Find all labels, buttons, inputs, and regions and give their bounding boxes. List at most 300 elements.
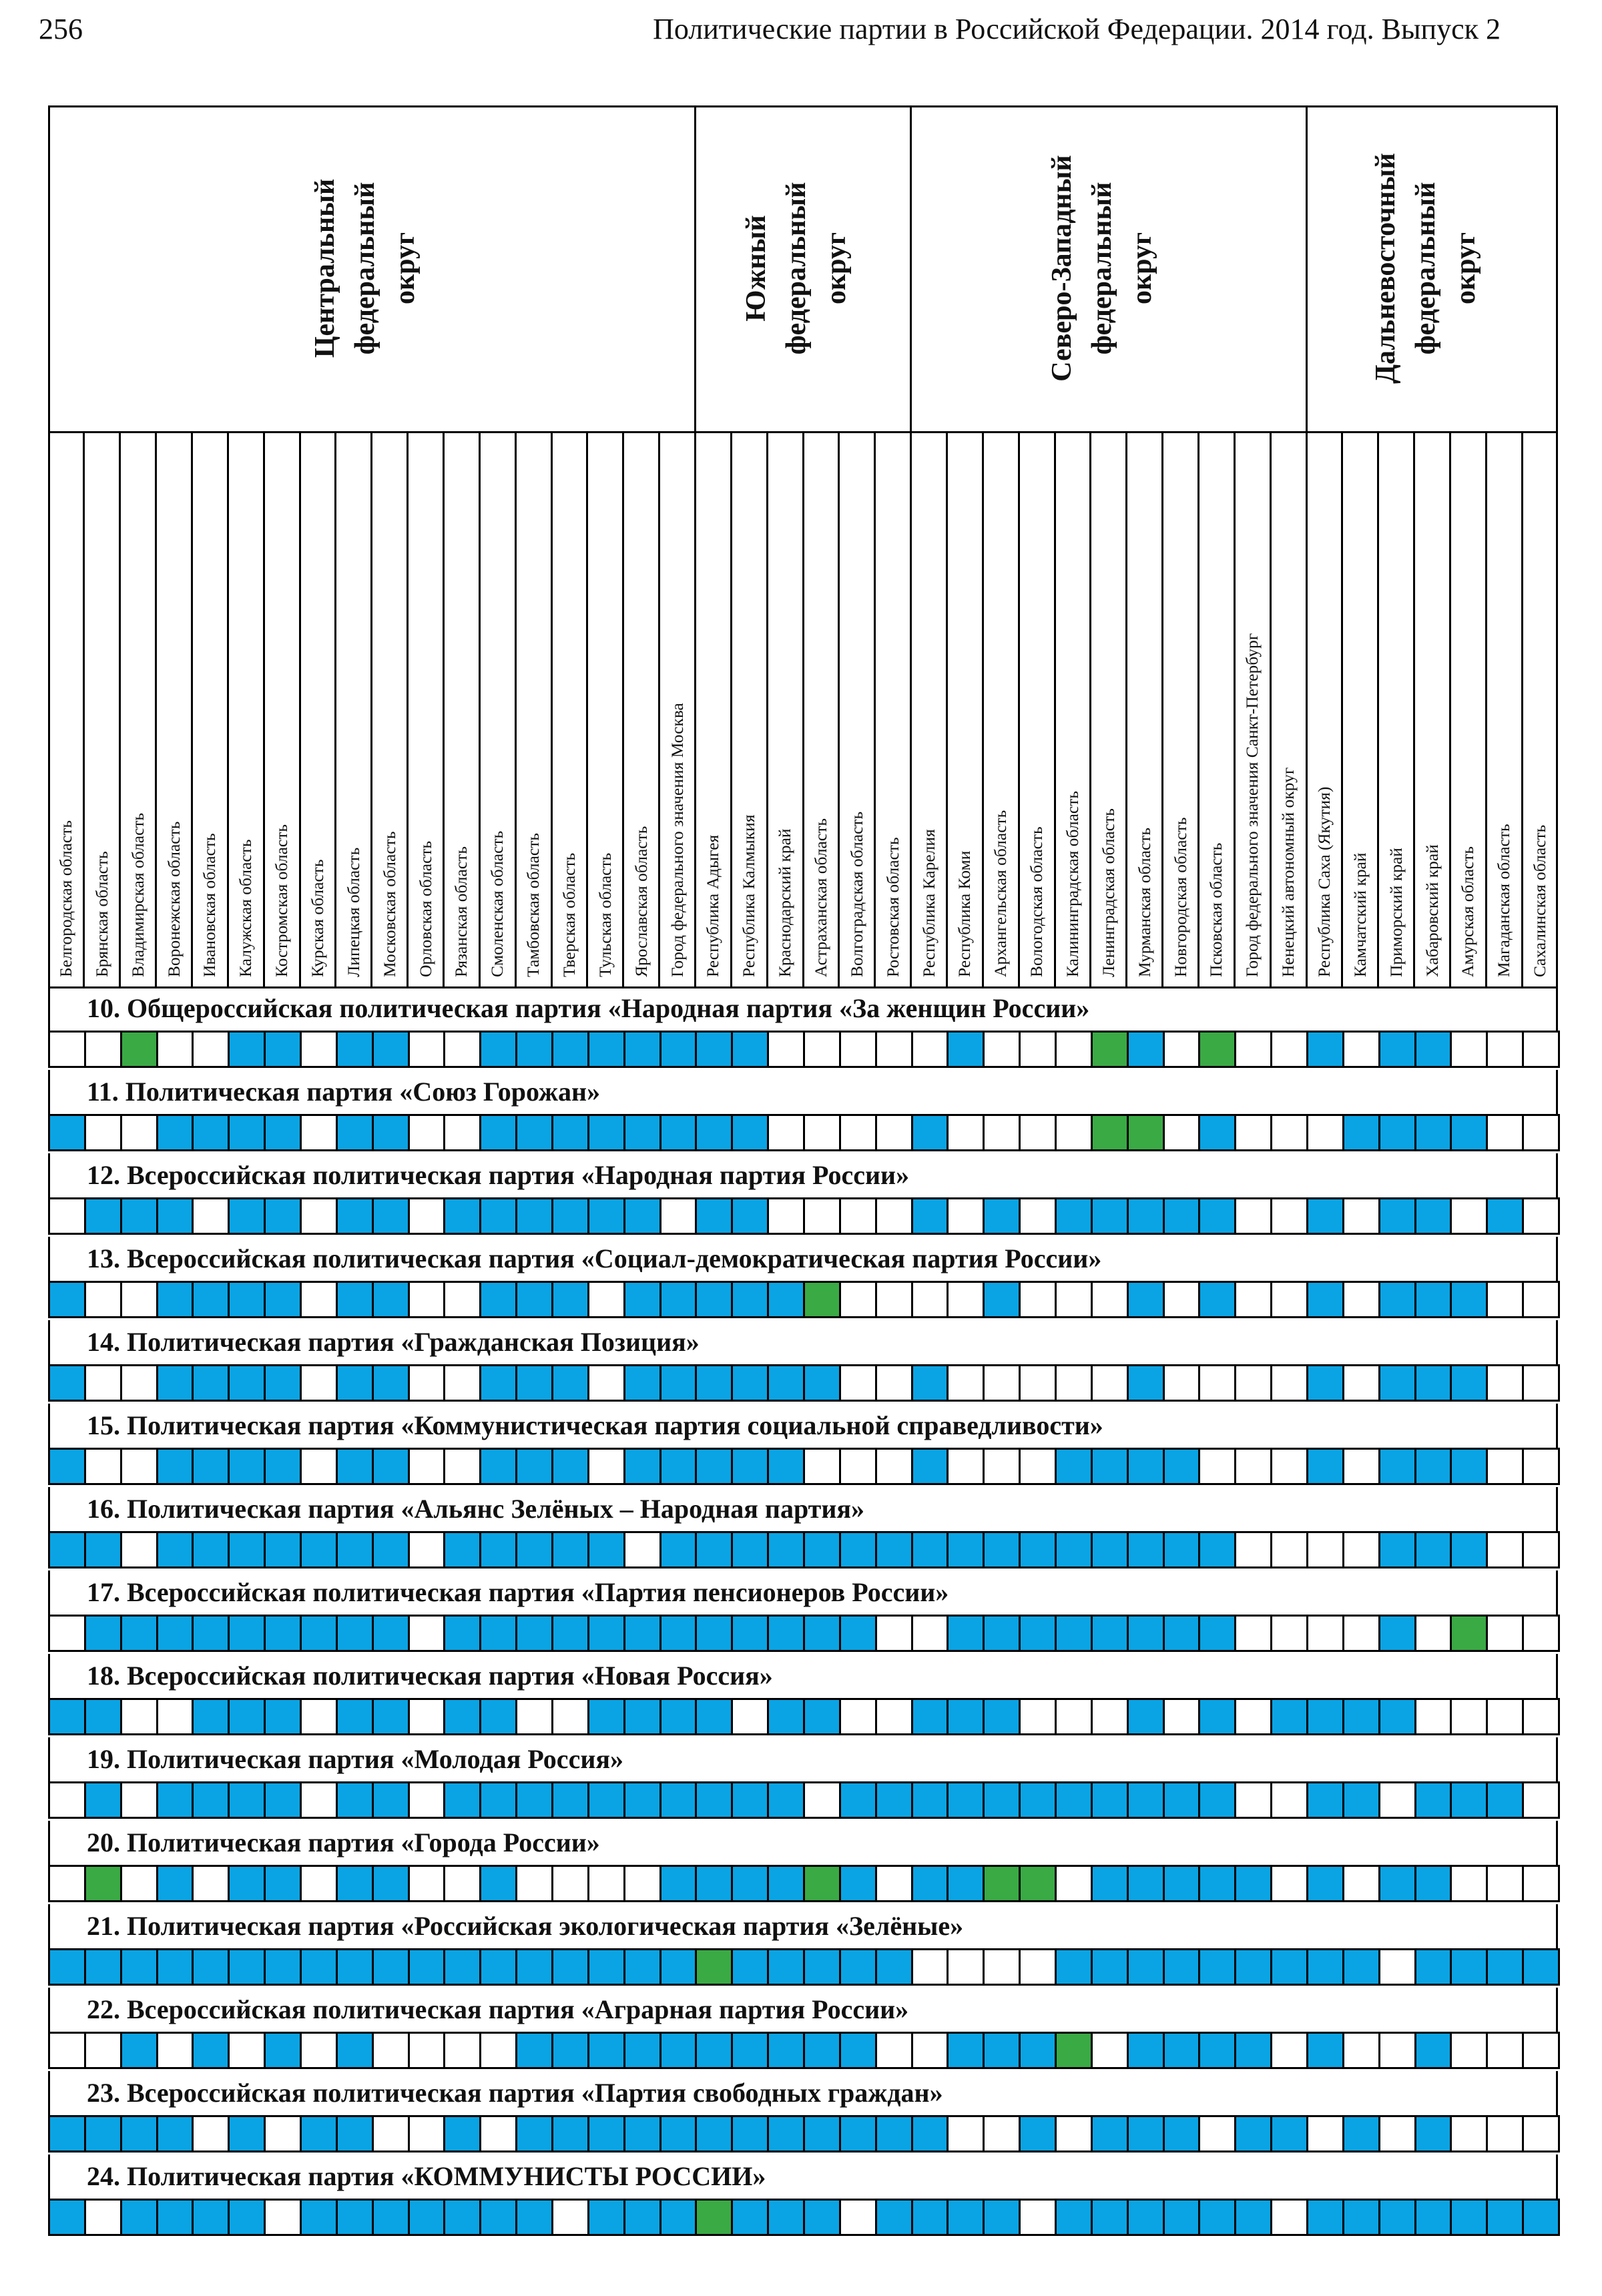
party-title: 14. Политическая партия «Гражданская Позиция» (87, 1327, 700, 1357)
party-title: 18. Всероссийская политическая партия «Новая Россия» (87, 1661, 773, 1691)
region-cell (515, 2199, 553, 2236)
row-left-border (48, 1070, 50, 1114)
region-cell (300, 2115, 338, 2152)
party-title: 15. Политическая партия «Коммунистическая партия социальной справедливости» (87, 1410, 1103, 1440)
region-cell (1163, 1114, 1201, 1151)
region-cell (551, 1781, 589, 1819)
region-cell (443, 1281, 481, 1318)
region-cell (767, 1364, 805, 1402)
region-label: Мурманская область (1134, 827, 1154, 977)
region-cell (515, 2032, 553, 2069)
region-cell (1486, 1197, 1524, 1235)
region-cell (1091, 1281, 1129, 1318)
region-cell (659, 1114, 698, 1151)
region-cell (623, 1448, 661, 1485)
region-cell (1378, 1197, 1416, 1235)
region-cell (1522, 1781, 1560, 1819)
region-cell (84, 1531, 122, 1568)
region-cell (156, 2115, 194, 2152)
region-cell (1306, 1114, 1344, 1151)
region-cell (1055, 1698, 1093, 1735)
region-column-divider (874, 431, 876, 986)
region-cell (264, 1698, 302, 1735)
region-cell (1306, 1781, 1344, 1819)
party-title: 17. Всероссийская политическая партия «Партия пенсионеров России» (87, 1577, 949, 1607)
region-cell (84, 1031, 122, 1068)
region-cell (408, 1948, 446, 1986)
region-cell (1378, 1615, 1416, 1652)
row-left-border (48, 1570, 50, 1615)
region-cell (803, 1448, 841, 1485)
region-cell (731, 1531, 769, 1568)
region-cell (228, 2199, 266, 2236)
region-cell (156, 1698, 194, 1735)
region-cell (1091, 1948, 1129, 1986)
region-cell (767, 1948, 805, 1986)
region-cell (1019, 1364, 1057, 1402)
region-column-divider (946, 431, 948, 986)
region-cell (1234, 1865, 1272, 1902)
region-cell (1450, 1031, 1488, 1068)
region-cell (1234, 1448, 1272, 1485)
region-cell (839, 1781, 877, 1819)
region-cell (336, 2199, 374, 2236)
region-cell (264, 1531, 302, 1568)
region-cell (911, 1448, 949, 1485)
region-cell (731, 1948, 769, 1986)
region-cell (479, 1531, 517, 1568)
region-cell (156, 1281, 194, 1318)
row-right-border (1556, 1737, 1558, 1781)
region-cell (1270, 2115, 1308, 2152)
region-column-divider (443, 431, 445, 986)
region-cell (1055, 1865, 1093, 1902)
row-right-border (1556, 1404, 1558, 1448)
region-cell (84, 2032, 122, 2069)
region-cell (443, 2032, 481, 2069)
region-column-divider (1161, 431, 1163, 986)
region-label: Орловская область (415, 840, 435, 977)
row-right-border (1556, 1320, 1558, 1364)
region-cell (947, 1615, 985, 1652)
region-cell (1091, 1448, 1129, 1485)
region-cell (1450, 1948, 1488, 1986)
region-cell (731, 1197, 769, 1235)
region-cell (300, 1031, 338, 1068)
region-cell (911, 2199, 949, 2236)
region-cell (1450, 1364, 1488, 1402)
region-cell (264, 2115, 302, 2152)
region-cell (156, 1031, 194, 1068)
party-title: 16. Политическая партия «Альянс Зелёных – Народная партия» (87, 1494, 864, 1524)
region-cell (1486, 1448, 1524, 1485)
region-cell (731, 1114, 769, 1151)
party-title: 19. Политическая партия «Молодая Россия» (87, 1744, 624, 1774)
region-cell (695, 1197, 733, 1235)
region-cell (1270, 1531, 1308, 1568)
region-cell (1055, 1615, 1093, 1652)
region-cell (264, 1364, 302, 1402)
region-cell (408, 2032, 446, 2069)
region-cell (336, 1364, 374, 1402)
region-cell (1270, 1948, 1308, 1986)
region-cell (336, 1281, 374, 1318)
region-cell (551, 1281, 589, 1318)
region-cell (623, 1281, 661, 1318)
region-label: Московская область (379, 831, 399, 977)
region-cell (731, 1364, 769, 1402)
region-cell (875, 1615, 913, 1652)
row-right-border (1556, 1070, 1558, 1114)
region-cell (983, 2032, 1021, 2069)
region-cell (1306, 1698, 1344, 1735)
region-label: Костромская область (272, 824, 292, 977)
region-cell (587, 1698, 625, 1735)
region-cell (408, 2115, 446, 2152)
region-cell (1163, 2199, 1201, 2236)
region-cell (1342, 1531, 1380, 1568)
region-cell (1378, 2115, 1416, 2152)
region-cell (156, 1114, 194, 1151)
region-cell (1342, 1615, 1380, 1652)
region-cell (336, 1197, 374, 1235)
region-cell (587, 1364, 625, 1402)
region-cell (408, 1364, 446, 1402)
region-cell (1270, 1448, 1308, 1485)
region-cell (1414, 1197, 1452, 1235)
region-cell (479, 2032, 517, 2069)
region-label: Ярославская область (631, 826, 651, 977)
region-cell (1234, 2115, 1272, 2152)
region-cell (1198, 1114, 1236, 1151)
region-cell (1127, 1448, 1165, 1485)
region-cell (695, 1448, 733, 1485)
table-right-border (1556, 105, 1558, 986)
region-cell (587, 2199, 625, 2236)
region-column-divider (263, 431, 265, 986)
region-cell (839, 1031, 877, 1068)
region-cell (1306, 1531, 1344, 1568)
row-right-border (1556, 986, 1558, 1031)
region-cell (372, 1865, 410, 1902)
region-cell (803, 1781, 841, 1819)
region-cell (587, 1448, 625, 1485)
region-cell (731, 2199, 769, 2236)
region-cell (515, 1281, 553, 1318)
region-cell (192, 2032, 230, 2069)
region-label: Вологодская область (1027, 826, 1047, 977)
table-left-border (48, 105, 50, 986)
region-cell (695, 1948, 733, 1986)
region-cell (48, 1698, 86, 1735)
region-cell (515, 2115, 553, 2152)
region-cell (875, 1281, 913, 1318)
region-cell (515, 1948, 553, 1986)
region-cell (1342, 2032, 1380, 2069)
region-cell (1019, 2115, 1057, 2152)
region-cell (551, 2115, 589, 2152)
row-left-border (48, 1821, 50, 1865)
row-right-border (1556, 1570, 1558, 1615)
region-cell (947, 2199, 985, 2236)
region-cell (767, 1448, 805, 1485)
region-cell (1414, 1615, 1452, 1652)
region-cell (659, 2115, 698, 2152)
row-right-border (1556, 2071, 1558, 2115)
region-cell (767, 1114, 805, 1151)
region-cell (1270, 1698, 1308, 1735)
region-label: Магаданская область (1494, 824, 1514, 977)
region-cell (1414, 1448, 1452, 1485)
region-label: Республика Саха (Якутия) (1314, 786, 1334, 977)
region-cell (1486, 1364, 1524, 1402)
region-cell (264, 1865, 302, 1902)
region-cell (300, 1698, 338, 1735)
region-cell (1522, 1698, 1560, 1735)
region-column-divider (586, 431, 588, 986)
region-label: Республика Калмыкия (739, 814, 759, 977)
region-column-divider (838, 431, 840, 986)
region-cell (408, 1197, 446, 1235)
party-title: 22. Всероссийская политическая партия «Аграрная партия России» (87, 1994, 909, 2024)
region-cell (1522, 1448, 1560, 1485)
region-cell (947, 1114, 985, 1151)
region-cell (875, 1948, 913, 1986)
region-cell (623, 1865, 661, 1902)
region-cell (551, 1531, 589, 1568)
region-cell (1163, 1448, 1201, 1485)
region-cell (983, 1948, 1021, 1986)
region-cell (48, 1531, 86, 1568)
region-cell (192, 1281, 230, 1318)
region-cell (587, 1781, 625, 1819)
region-cell (1450, 1865, 1488, 1902)
region-cell (1127, 1031, 1165, 1068)
region-cell (1306, 1197, 1344, 1235)
region-label: Воронежская область (164, 821, 184, 977)
region-cell (983, 1114, 1021, 1151)
region-cell (623, 2115, 661, 2152)
region-cell (839, 1615, 877, 1652)
region-cell (300, 1364, 338, 1402)
region-column-divider (1521, 431, 1523, 986)
region-cell (1127, 1197, 1165, 1235)
region-cell (156, 1531, 194, 1568)
region-cell (1378, 2032, 1416, 2069)
region-cell (336, 2115, 374, 2152)
region-cell (1450, 2199, 1488, 2236)
region-cell (1234, 1531, 1272, 1568)
region-cell (803, 1615, 841, 1652)
region-cell (911, 1364, 949, 1402)
page-header (0, 0, 1602, 67)
region-cell (372, 1031, 410, 1068)
region-cell (695, 2115, 733, 2152)
region-cell (336, 1531, 374, 1568)
region-cell (659, 1948, 698, 1986)
region-cell (911, 1281, 949, 1318)
region-column-divider (802, 431, 804, 986)
region-cell (1342, 2115, 1380, 2152)
region-column-divider (694, 431, 696, 986)
region-cell (983, 1364, 1021, 1402)
region-cell (551, 1114, 589, 1151)
row-left-border (48, 986, 50, 1031)
region-cell (264, 1615, 302, 1652)
region-cell (48, 1031, 86, 1068)
region-cell (372, 1615, 410, 1652)
region-cell (1486, 1615, 1524, 1652)
region-cell (372, 2199, 410, 2236)
region-cell (1486, 1781, 1524, 1819)
region-cell (120, 1615, 158, 1652)
region-cell (228, 1865, 266, 1902)
region-cell (1306, 1948, 1344, 1986)
region-cell (120, 2115, 158, 2152)
region-cell (1270, 1114, 1308, 1151)
region-cell (372, 1364, 410, 1402)
region-cell (408, 2199, 446, 2236)
region-cell (1522, 1531, 1560, 1568)
region-cell (839, 1531, 877, 1568)
region-cell (1234, 1948, 1272, 1986)
region-label: Республика Карелия (918, 829, 939, 977)
region-column-divider (551, 431, 553, 986)
region-cell (1091, 1114, 1129, 1151)
row-left-border (48, 1153, 50, 1197)
region-cell (983, 1531, 1021, 1568)
region-cell (120, 1865, 158, 1902)
region-cell (623, 1698, 661, 1735)
region-cell (1091, 2199, 1129, 2236)
region-cell (983, 2115, 1021, 2152)
region-cell (803, 1865, 841, 1902)
region-cell (839, 2115, 877, 2152)
region-cell (228, 1698, 266, 1735)
region-cell (264, 1781, 302, 1819)
region-cell (875, 1531, 913, 1568)
region-cell (300, 2199, 338, 2236)
region-cell (1055, 1364, 1093, 1402)
region-cell (1522, 1197, 1560, 1235)
region-cell (120, 1531, 158, 1568)
region-cell (1163, 1031, 1201, 1068)
region-cell (372, 1698, 410, 1735)
region-cell (1091, 1698, 1129, 1735)
region-cell (300, 2032, 338, 2069)
region-cell (228, 1615, 266, 1652)
region-cell (1198, 1865, 1236, 1902)
region-cell (731, 1031, 769, 1068)
region-cell (803, 2115, 841, 2152)
region-cell (983, 1781, 1021, 1819)
row-right-border (1556, 1654, 1558, 1698)
region-cell (695, 1781, 733, 1819)
region-cell (336, 1615, 374, 1652)
region-label: Хабаровский край (1422, 844, 1442, 977)
region-cell (479, 1781, 517, 1819)
region-cell (372, 1197, 410, 1235)
region-cell (479, 2199, 517, 2236)
region-cell (264, 1031, 302, 1068)
region-cell (192, 1698, 230, 1735)
region-cell (1198, 1948, 1236, 1986)
region-cell (1270, 1615, 1308, 1652)
region-cell (192, 2199, 230, 2236)
region-cell (1055, 1281, 1093, 1318)
region-cell (659, 1031, 698, 1068)
region-cell (587, 1031, 625, 1068)
region-cell (408, 1031, 446, 1068)
region-cell (767, 2115, 805, 2152)
region-cell (983, 1031, 1021, 1068)
region-cell (551, 1364, 589, 1402)
header-bottom-border (48, 986, 1558, 988)
region-cell (515, 1448, 553, 1485)
region-cell (1163, 1364, 1201, 1402)
region-cell (1091, 2032, 1129, 2069)
region-cell (1055, 1031, 1093, 1068)
region-cell (515, 1698, 553, 1735)
region-cell (84, 1781, 122, 1819)
region-cell (48, 2115, 86, 2152)
region-cell (1019, 1448, 1057, 1485)
region-label: Калужская область (236, 839, 256, 977)
region-cell (1234, 1114, 1272, 1151)
region-cell (192, 1948, 230, 1986)
region-cell (120, 1031, 158, 1068)
region-cell (1163, 1615, 1201, 1652)
region-cell (839, 1698, 877, 1735)
region-column-divider (1054, 431, 1056, 986)
region-cell (1270, 1281, 1308, 1318)
row-left-border (48, 1237, 50, 1281)
region-cell (659, 1781, 698, 1819)
region-cell (84, 1281, 122, 1318)
region-cell (1163, 2032, 1201, 2069)
region-column-divider (1306, 431, 1308, 986)
region-cell (515, 1781, 553, 1819)
region-cell (803, 1364, 841, 1402)
region-label: Тульская область (595, 852, 615, 977)
region-cell (120, 1781, 158, 1819)
region-cell (1342, 1948, 1380, 1986)
region-cell (1306, 2115, 1344, 2152)
region-cell (947, 1281, 985, 1318)
region-cell (1486, 2115, 1524, 2152)
region-cell (695, 1865, 733, 1902)
region-cell (1019, 1114, 1057, 1151)
region-cell (623, 1114, 661, 1151)
region-cell (551, 1615, 589, 1652)
federal-district-label: Южный федеральный округ (741, 182, 852, 355)
region-column-divider (766, 431, 768, 986)
region-cell (479, 1698, 517, 1735)
region-cell (1019, 1865, 1057, 1902)
region-label: Республика Адыгея (703, 834, 723, 977)
region-cell (228, 1948, 266, 1986)
region-cell (911, 1698, 949, 1735)
region-cell (839, 2199, 877, 2236)
region-cell (1198, 1698, 1236, 1735)
region-cell (623, 1031, 661, 1068)
region-cell (1127, 1781, 1165, 1819)
region-cell (372, 2032, 410, 2069)
region-cell (1127, 1615, 1165, 1652)
region-cell (839, 1281, 877, 1318)
region-cell (695, 1281, 733, 1318)
region-cell (192, 1448, 230, 1485)
